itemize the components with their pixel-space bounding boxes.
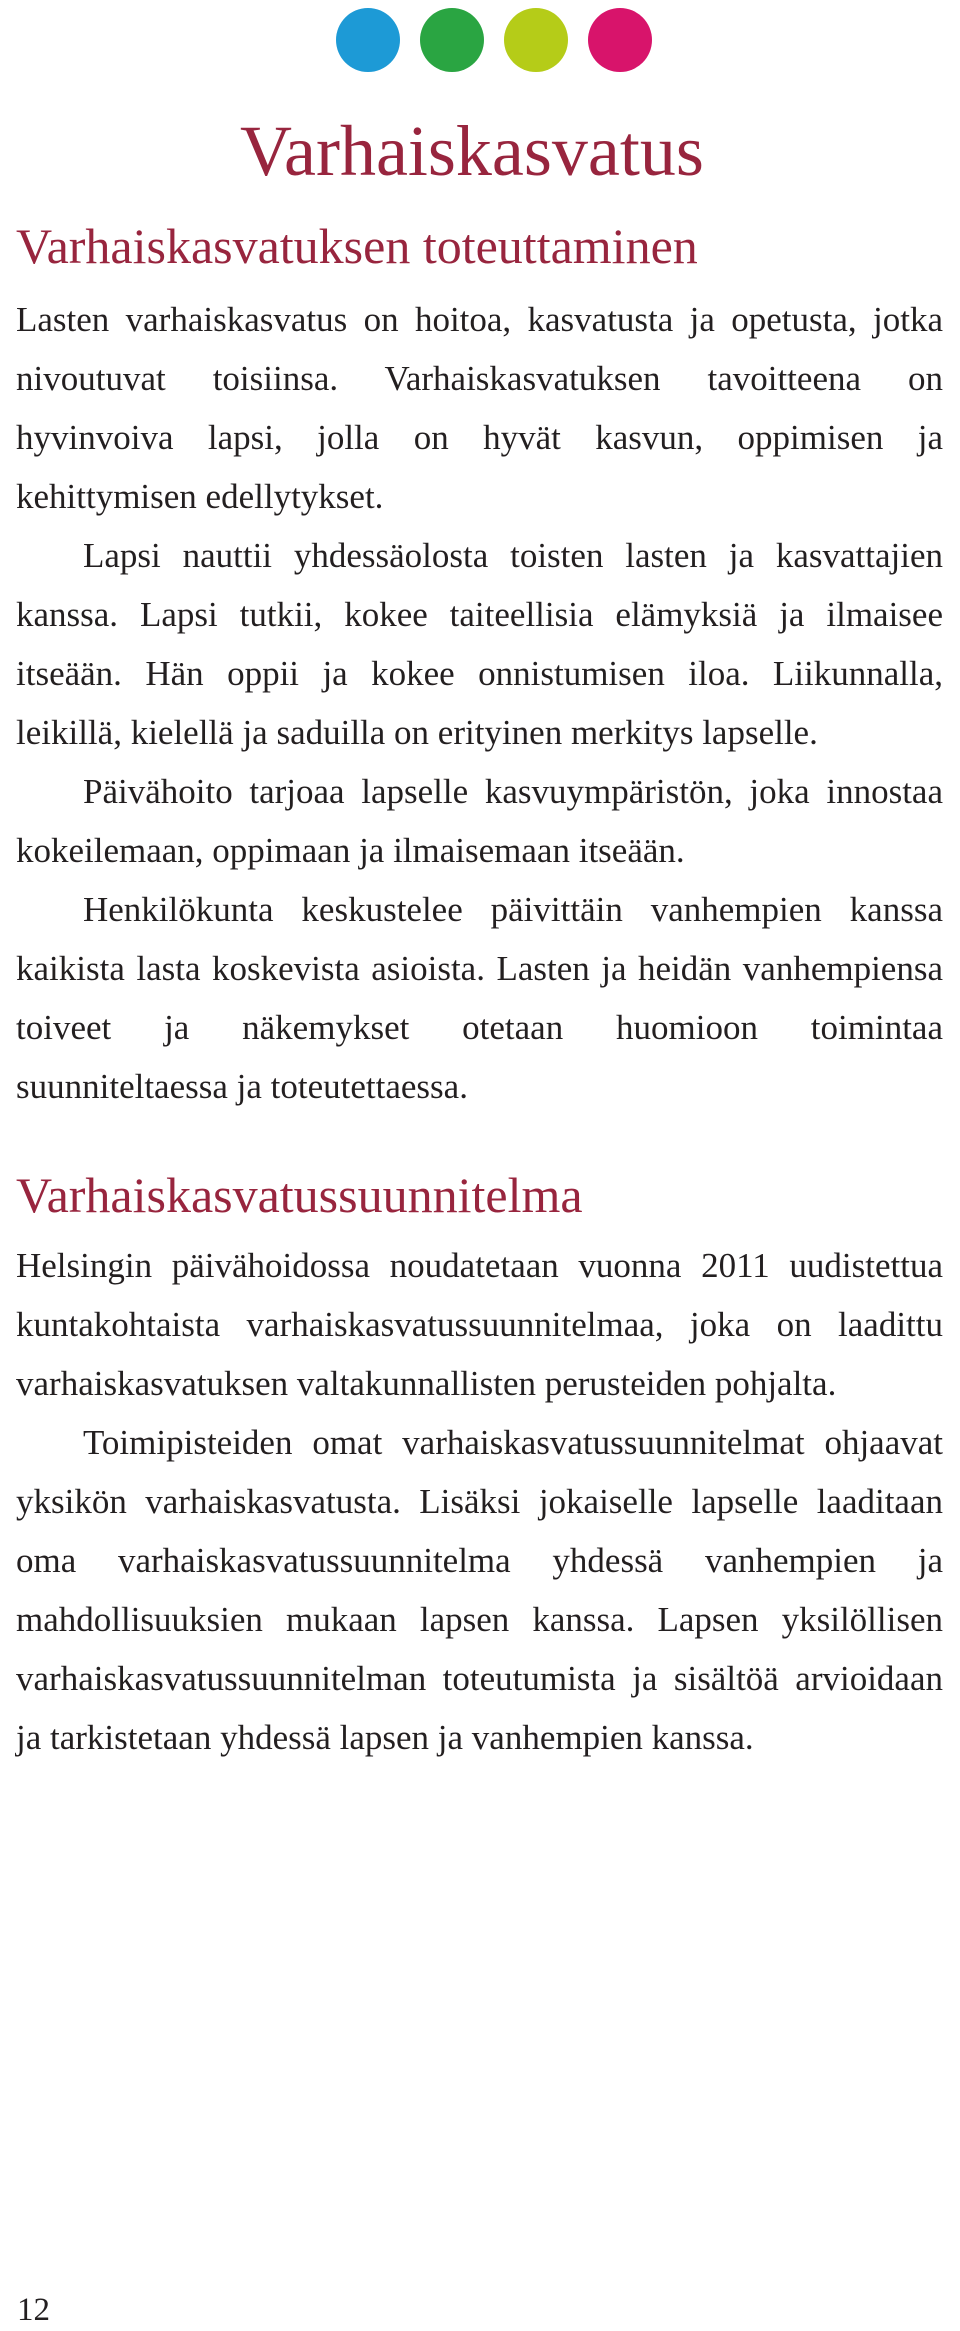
magenta-dot bbox=[588, 8, 652, 72]
paragraph: Toimipisteiden omat varhaiskasvatussuunnitelmat ohjaavat yksikön varhaiskasvatusta. Lisäksi jokaiselle lapselle laaditaan oma varhaiskasvatussuunnitelma yhdessä vanhempien ja mahdollisuuksien mukaan lapsen kanssa. Lapsen yksilöllisen varhaiskasvatussuunnitelman toteutumista ja sisältöä arvioidaan ja tarkistetaan yhdessä lapsen ja vanhempien kanssa. bbox=[16, 1423, 943, 1757]
paragraph: Päivähoito tarjoaa lapselle kasvuympäristön, joka innostaa kokeilemaan, oppimaan ja ilmaisemaan itseään. bbox=[16, 771, 943, 870]
section-plan bbox=[16, 1164, 943, 1768]
decorative-dots bbox=[336, 8, 652, 72]
page-title: Varhaiskasvatus bbox=[240, 111, 704, 191]
paragraph: Lapsi nauttii yhdessäolosta toisten lasten ja kasvattajien kanssa. Lapsi tutkii, kokee taiteellisia elämyksiä ja ilmaisee itseään. Hän oppii ja kokee onnistumisen iloa. Liikunnalla, leikillä, kielellä ja saduilla on erityinen merkitys lapselle. bbox=[16, 535, 943, 752]
paragraph: Lasten varhaiskasvatus on hoitoa, kasvatusta ja opetusta, jotka nivoutuvat toisiinsa. Varhaiskasvatuksen tavoitteena on hyvinvoiva lapsi, jolla on hyvät kasvun, oppimisen ja kehittymisen edellytykset. bbox=[16, 299, 943, 516]
section-implementation bbox=[16, 215, 943, 1116]
paragraph: Helsingin päivähoidossa noudatetaan vuonna 2011 uudistettua kuntakohtaista varhaiskasvatussuunnitelmaa, joka on laadittu varhaiskasvatuksen valtakunnallisten perusteiden pohjalta. bbox=[16, 1246, 943, 1403]
section-heading: Varhaiskasvatussuunnitelma bbox=[16, 1166, 583, 1223]
page-content bbox=[16, 215, 943, 1767]
green-dot bbox=[420, 8, 484, 72]
blue-dot bbox=[336, 8, 400, 72]
section-heading: Varhaiskasvatuksen toteuttaminen bbox=[16, 218, 698, 274]
page-number: 12 bbox=[17, 2292, 50, 2328]
paragraph: Henkilökunta keskustelee päivittäin vanhempien kanssa kaikista lasta koskevista asioista. Lasten ja heidän vanhempiensa toiveet ja näkemykset otetaan huomioon toimintaa suunniteltaessa ja toteutettaessa. bbox=[16, 889, 943, 1106]
lime-dot bbox=[504, 8, 568, 72]
